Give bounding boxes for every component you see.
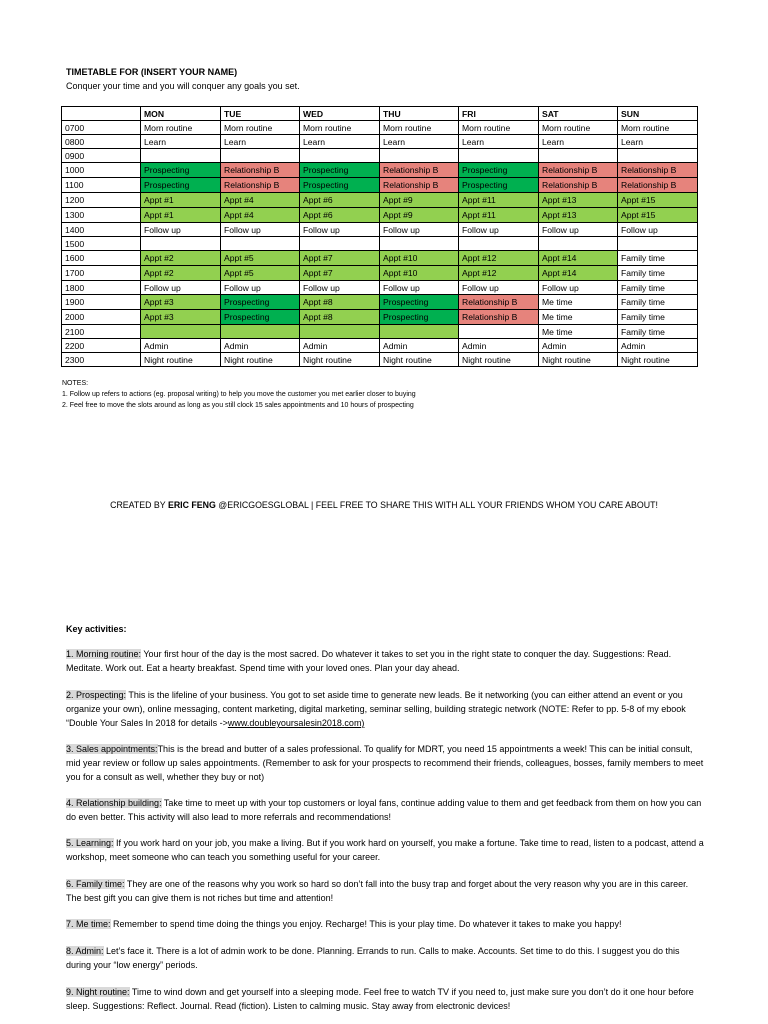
slot-cell: Appt #12 — [459, 251, 539, 266]
slot-cell: Relationship B — [221, 163, 300, 178]
timetable-row — [62, 208, 698, 223]
slot-cell: Night routine — [221, 353, 300, 367]
slot-cell: Night routine — [618, 353, 698, 367]
activity-text: Your first hour of the day is the most sacred. Do whatever it takes to set you in the right state to conquer the day. Suggestions: Read. Meditate. Work out. Eat a hearty breakfast. Spend time with your loved ones. Plan your day ahead. — [66, 649, 672, 673]
activity-item — [66, 917, 706, 931]
slot-cell: Learn — [459, 135, 539, 149]
slot-cell: Appt #1 — [141, 208, 221, 223]
slot-cell: Morn routine — [380, 121, 459, 135]
time-cell: 0900 — [62, 149, 141, 163]
activity-item — [66, 742, 706, 784]
activity-text: This is the lifeline of your business. You got to set aside time to generate new leads. Be it networking (you can either attend an event or you organize your own), online messaging, content marketing, digital marketing, seminar selling, building strategic network (NOTE: Refer to pp. 5-8 of my ebook “Double Your Sales In 2018 for details -> — [66, 690, 686, 728]
slot-cell: Relationship B — [459, 310, 539, 325]
activity-text: This is the bread and butter of a sales professional. To qualify for MDRT, you need 15 appointments a week! This can be initial consult, mid year review or follow up sales appointments. (Remember to ask for your prospects to recommend their friends, colleagues, bosses, family members to meet you for a consult as well, whether they buy or not) — [66, 744, 704, 782]
time-cell: 1300 — [62, 208, 141, 223]
slot-cell: Follow up — [221, 223, 300, 237]
slot-cell: Appt #14 — [539, 266, 618, 281]
slot-cell: Appt #14 — [539, 251, 618, 266]
activity-label: 1. Morning routine: — [66, 649, 142, 659]
slot-cell: Appt #3 — [141, 310, 221, 325]
time-header-cell — [62, 107, 141, 121]
slot-cell — [539, 237, 618, 251]
slot-cell: Prospecting — [141, 163, 221, 178]
slot-cell: Appt #7 — [300, 266, 380, 281]
slot-cell — [459, 237, 539, 251]
activity-label: 8. Admin: — [66, 946, 104, 956]
activity-text: Remember to spend time doing the things you enjoy. Recharge! This is your play time. Do whatever it takes to make you happy! — [110, 919, 622, 929]
activity-label: 6. Family time: — [66, 879, 125, 889]
credit-line — [0, 500, 768, 510]
slot-cell: Prospecting — [459, 178, 539, 193]
slot-cell: Me time — [539, 325, 618, 339]
slot-cell: Family time — [618, 325, 698, 339]
slot-cell: Relationship B — [380, 178, 459, 193]
slot-cell: Prospecting — [221, 310, 300, 325]
slot-cell: Learn — [221, 135, 300, 149]
slot-cell: Appt #12 — [459, 266, 539, 281]
slot-cell: Family time — [618, 295, 698, 310]
slot-cell: Learn — [141, 135, 221, 149]
slot-cell: Learn — [618, 135, 698, 149]
time-cell: 2000 — [62, 310, 141, 325]
slot-cell — [618, 149, 698, 163]
slot-cell — [459, 149, 539, 163]
slot-cell: Admin — [141, 339, 221, 353]
slot-cell: Morn routine — [618, 121, 698, 135]
slot-cell: Morn routine — [221, 121, 300, 135]
activity-text: They are one of the reasons why you work so hard so don’t fall into the busy trap and forget about the very reason why you are in this career. The best gift you can give them is not riches but time and attention! — [66, 879, 689, 903]
activity-text: Let’s face it. There is a lot of admin work to be done. Planning. Errands to run. Calls to make. Accounts. Set time to do this. I suggest you do this during your “low energy” periods. — [66, 946, 680, 970]
slot-cell — [300, 237, 380, 251]
slot-cell: Follow up — [539, 223, 618, 237]
timetable-row — [62, 251, 698, 266]
time-cell: 1200 — [62, 193, 141, 208]
slot-cell — [141, 149, 221, 163]
activity-item — [66, 647, 706, 675]
activity-item — [66, 836, 706, 864]
timetable-row — [62, 325, 698, 339]
timetable-row — [62, 281, 698, 295]
note-item: 1. Follow up refers to actions (eg. proposal writing) to help you move the customer you met earlier closer to buying — [62, 391, 416, 398]
day-header-mon: MON — [141, 107, 221, 121]
slot-cell: Relationship B — [380, 163, 459, 178]
slot-cell: Appt #2 — [141, 251, 221, 266]
time-cell: 2300 — [62, 353, 141, 367]
page-title: TIMETABLE FOR (INSERT YOUR NAME) — [66, 67, 238, 77]
slot-cell: Relationship B — [539, 178, 618, 193]
slot-cell: Relationship B — [459, 295, 539, 310]
slot-cell: Family time — [618, 251, 698, 266]
credit-suffix: @ERICGOESGLOBAL | FEEL FREE TO SHARE THIS WITH ALL YOUR FRIENDS WHOM YOU CARE ABOUT! — [215, 500, 658, 510]
slot-cell: Night routine — [141, 353, 221, 367]
slot-cell: Follow up — [380, 281, 459, 295]
day-header-wed: WED — [300, 107, 380, 121]
slot-cell: Appt #2 — [141, 266, 221, 281]
slot-cell: Follow up — [141, 223, 221, 237]
timetable-row — [62, 163, 698, 178]
slot-cell — [221, 149, 300, 163]
slot-cell: Night routine — [539, 353, 618, 367]
slot-cell: Appt #11 — [459, 193, 539, 208]
slot-cell: Morn routine — [300, 121, 380, 135]
slot-cell: Admin — [221, 339, 300, 353]
slot-cell: Follow up — [300, 223, 380, 237]
slot-cell: Night routine — [380, 353, 459, 367]
slot-cell: Appt #8 — [300, 295, 380, 310]
slot-cell: Morn routine — [539, 121, 618, 135]
key-activities-heading: Key activities: — [66, 624, 127, 634]
activity-item — [66, 985, 706, 1013]
slot-cell: Night routine — [300, 353, 380, 367]
slot-cell — [380, 325, 459, 339]
timetable-row — [62, 121, 698, 135]
slot-cell: Appt #4 — [221, 193, 300, 208]
slot-cell: Appt #15 — [618, 193, 698, 208]
slot-cell: Family time — [618, 266, 698, 281]
slot-cell: Appt #15 — [618, 208, 698, 223]
slot-cell — [459, 325, 539, 339]
slot-cell — [300, 325, 380, 339]
time-cell: 1400 — [62, 223, 141, 237]
time-cell: 1500 — [62, 237, 141, 251]
slot-cell: Relationship B — [618, 178, 698, 193]
credit-prefix: CREATED BY — [110, 500, 168, 510]
slot-cell: Learn — [539, 135, 618, 149]
slot-cell — [618, 237, 698, 251]
slot-cell: Prospecting — [141, 178, 221, 193]
timetable-row — [62, 193, 698, 208]
activity-item — [66, 877, 706, 905]
activity-label: 4. Relationship building: — [66, 798, 162, 808]
slot-cell — [380, 237, 459, 251]
slot-cell: Morn routine — [141, 121, 221, 135]
credit-author: ERIC FENG — [167, 500, 216, 510]
time-cell: 0700 — [62, 121, 141, 135]
slot-cell: Appt #10 — [380, 266, 459, 281]
slot-cell: Appt #13 — [539, 193, 618, 208]
notes-heading: NOTES: — [62, 380, 89, 387]
slot-cell — [141, 237, 221, 251]
slot-cell: Family time — [618, 310, 698, 325]
slot-cell — [380, 149, 459, 163]
slot-cell: Follow up — [300, 281, 380, 295]
slot-cell: Me time — [539, 310, 618, 325]
time-cell: 1100 — [62, 178, 141, 193]
slot-cell: Follow up — [141, 281, 221, 295]
slot-cell: Admin — [539, 339, 618, 353]
timetable-row — [62, 266, 698, 281]
slot-cell: Appt #5 — [221, 266, 300, 281]
slot-cell: Appt #6 — [300, 208, 380, 223]
activity-label: 9. Night routine: — [66, 987, 130, 997]
slot-cell: Follow up — [618, 223, 698, 237]
timetable-row — [62, 310, 698, 325]
slot-cell: Appt #7 — [300, 251, 380, 266]
timetable-header-row — [62, 107, 698, 121]
slot-cell: Follow up — [380, 223, 459, 237]
slot-cell: Morn routine — [459, 121, 539, 135]
timetable-row — [62, 353, 698, 367]
activity-text: Take time to meet up with your top customers or loyal fans, continue adding value to them and get feedback from them on how you can do even better. This activity will also lead to more referrals and recommendations! — [66, 798, 702, 822]
day-header-tue: TUE — [221, 107, 300, 121]
slot-cell: Appt #11 — [459, 208, 539, 223]
slot-cell: Night routine — [459, 353, 539, 367]
slot-cell: Prospecting — [300, 178, 380, 193]
timetable-row — [62, 149, 698, 163]
time-cell: 1800 — [62, 281, 141, 295]
slot-cell: Appt #9 — [380, 208, 459, 223]
slot-cell: Relationship B — [221, 178, 300, 193]
activity-label: 7. Me time: — [66, 919, 111, 929]
time-cell: 2100 — [62, 325, 141, 339]
ebook-link[interactable]: www.doubleyoursalesin2018.com) — [227, 718, 365, 728]
slot-cell: Admin — [618, 339, 698, 353]
slot-cell: Appt #8 — [300, 310, 380, 325]
note-item: 2. Feel free to move the slots around as long as you still clock 15 sales appointments and 10 hours of prospecting — [62, 402, 414, 409]
slot-cell — [221, 237, 300, 251]
slot-cell: Prospecting — [300, 163, 380, 178]
slot-cell: Appt #9 — [380, 193, 459, 208]
day-header-sun: SUN — [618, 107, 698, 121]
slot-cell: Appt #4 — [221, 208, 300, 223]
activity-text: Time to wind down and get yourself into a sleeping mode. Feel free to watch TV if you need to, just make sure you don’t do it one hour before sleep. Suggestions: Reflect. Journal. Read (fiction). Listen to calming music. Stay away from electronic devices! — [66, 987, 694, 1011]
time-cell: 1000 — [62, 163, 141, 178]
time-cell: 1700 — [62, 266, 141, 281]
timetable-row — [62, 339, 698, 353]
activity-label: 3. Sales appointments: — [66, 744, 158, 754]
slot-cell — [141, 325, 221, 339]
activity-label: 2. Prospecting: — [66, 690, 127, 700]
slot-cell: Follow up — [221, 281, 300, 295]
activity-item — [66, 944, 706, 972]
slot-cell: Prospecting — [380, 295, 459, 310]
slot-cell: Admin — [380, 339, 459, 353]
day-header-sat: SAT — [539, 107, 618, 121]
timetable-row — [62, 223, 698, 237]
slot-cell: Admin — [300, 339, 380, 353]
activity-item — [66, 688, 706, 730]
slot-cell: Me time — [539, 295, 618, 310]
slot-cell — [300, 149, 380, 163]
timetable-row — [62, 178, 698, 193]
day-header-fri: FRI — [459, 107, 539, 121]
slot-cell: Appt #13 — [539, 208, 618, 223]
page-subtitle: Conquer your time and you will conquer any goals you set. — [66, 81, 300, 91]
time-cell: 1900 — [62, 295, 141, 310]
slot-cell — [221, 325, 300, 339]
slot-cell: Follow up — [539, 281, 618, 295]
slot-cell: Learn — [300, 135, 380, 149]
slot-cell: Appt #1 — [141, 193, 221, 208]
slot-cell — [539, 149, 618, 163]
slot-cell: Learn — [380, 135, 459, 149]
time-cell: 1600 — [62, 251, 141, 266]
timetable-row — [62, 237, 698, 251]
timetable-row — [62, 135, 698, 149]
activity-label: 5. Learning: — [66, 838, 114, 848]
slot-cell: Appt #3 — [141, 295, 221, 310]
timetable — [61, 106, 698, 367]
slot-cell: Appt #5 — [221, 251, 300, 266]
slot-cell: Appt #6 — [300, 193, 380, 208]
slot-cell: Prospecting — [221, 295, 300, 310]
slot-cell: Prospecting — [380, 310, 459, 325]
slot-cell: Prospecting — [459, 163, 539, 178]
notes — [62, 378, 416, 411]
slot-cell: Admin — [459, 339, 539, 353]
slot-cell: Relationship B — [618, 163, 698, 178]
activity-item — [66, 796, 706, 824]
time-cell: 0800 — [62, 135, 141, 149]
timetable-row — [62, 295, 698, 310]
time-cell: 2200 — [62, 339, 141, 353]
slot-cell: Follow up — [459, 223, 539, 237]
day-header-thu: THU — [380, 107, 459, 121]
slot-cell: Relationship B — [539, 163, 618, 178]
slot-cell: Appt #10 — [380, 251, 459, 266]
slot-cell: Follow up — [459, 281, 539, 295]
activity-text: If you work hard on your job, you make a living. But if you work hard on yourself, you make a fortune. Take time to read, listen to a podcast, attend a workshop, meet someone who can teach you something useful for your career. — [66, 838, 704, 862]
slot-cell: Family time — [618, 281, 698, 295]
